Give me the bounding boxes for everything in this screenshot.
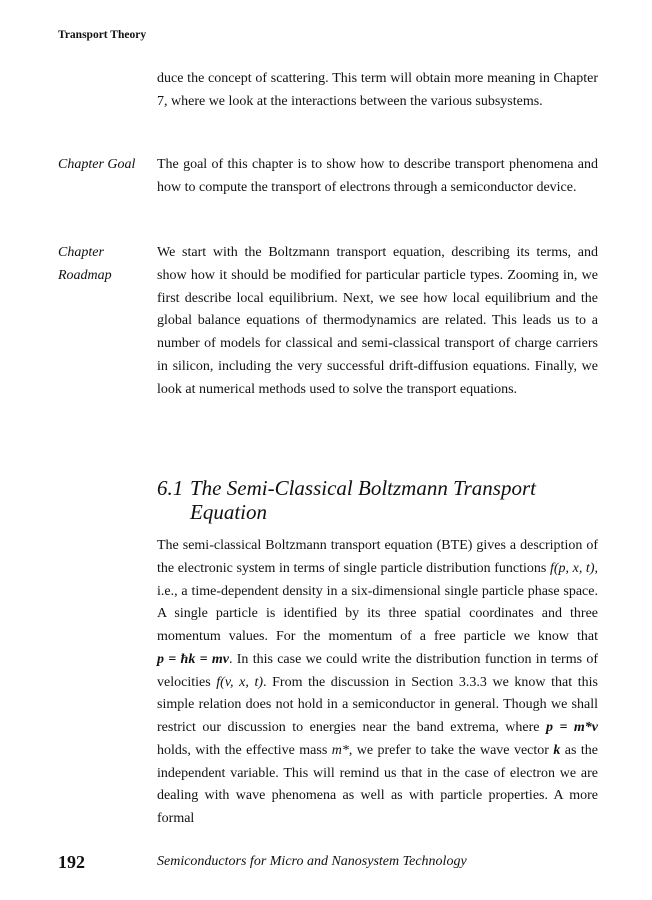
chapter-goal-paragraph [157, 154, 598, 200]
intro-block [58, 68, 598, 114]
chapter-goal-label [58, 154, 153, 177]
section-title-line1: The Semi-Classical Boltzmann Transport [190, 476, 536, 500]
book-title: Semiconductors for Micro and Nanosystem Technology [157, 854, 467, 869]
section-text-4: . From the discussion in Section 3.3.3 we know that this simple relation does not hold in a semiconductor in general. Though we shall restrict our discussion to energies near the band extrema, where [157, 674, 598, 735]
section-text-3: . In this case we could write the distribution function in terms of velocities [157, 651, 598, 690]
chapter-goal-block [58, 154, 598, 200]
math-wave-vector: k [553, 742, 561, 758]
math-effective-mass-relation: p = m*v [545, 720, 598, 735]
chapter-roadmap-label-line2: Roadmap [58, 267, 112, 283]
intro-text: duce the concept of scattering. This term will obtain more meaning in Chapter 7, where we look at the interactions between the various subsystems. [157, 71, 598, 109]
chapter-roadmap-block [58, 242, 598, 401]
section-paragraph [157, 535, 598, 831]
running-head: Transport Theory [58, 29, 147, 41]
section-number: 6.1 [157, 476, 184, 500]
section-text-1: The semi-classical Boltzmann transport equation (BTE) gives a description of the electronic system in terms of single particle distribution functions [157, 538, 598, 576]
chapter-roadmap-label-line1: Chapter [58, 245, 104, 260]
chapter-roadmap-text: We start with the Boltzmann transport equation, describing its terms, and show how it should be modified for particular particle types. Zooming in, we first describe local equilibrium. Next, we see how local equilibrium and the global balance equations of thermodynamics are related. This leads us to a number of models for classical and semi-classical transport of charge carriers in silicon, including the very successful drift-diffusion equations. Finally, we look at numerical methods used to solve the transport equations. [157, 245, 598, 397]
section-heading [157, 476, 597, 524]
math-distribution-function-p: f(p, x, t) [549, 560, 595, 576]
section-text-7: as the independent variable. This will remind us that in the case of electron we are dealing with wave phenomena as well as with particle properties. A more formal [157, 742, 598, 826]
chapter-goal-label-text: Chapter Goal [58, 157, 136, 172]
page-number: 192 [58, 852, 85, 872]
section-text-2: , i.e., a time-dependent density in a six-dimensional single particle phase space. A single particle is identified by its three spatial coordinates and three momentum values. For the momentum of a free particle we know that [157, 560, 598, 644]
chapter-goal-text: The goal of this chapter is to show how to describe transport phenomena and how to compute the transport of electrons through a semiconductor device. [157, 157, 598, 195]
section-text-6: , we prefer to take the wave vector [348, 742, 554, 758]
section-body-block [58, 535, 598, 831]
math-momentum-relation: p = ħk = mv [157, 651, 229, 667]
intro-paragraph [157, 68, 598, 114]
section-text-5: holds, with the effective mass [157, 742, 332, 758]
chapter-roadmap-label [58, 242, 153, 287]
section-title-line2: Equation [190, 500, 267, 524]
math-distribution-function-v: f(v, x, t) [216, 674, 263, 690]
section-text [157, 535, 598, 831]
math-effective-mass: m* [331, 742, 349, 758]
chapter-roadmap-paragraph [157, 242, 598, 401]
